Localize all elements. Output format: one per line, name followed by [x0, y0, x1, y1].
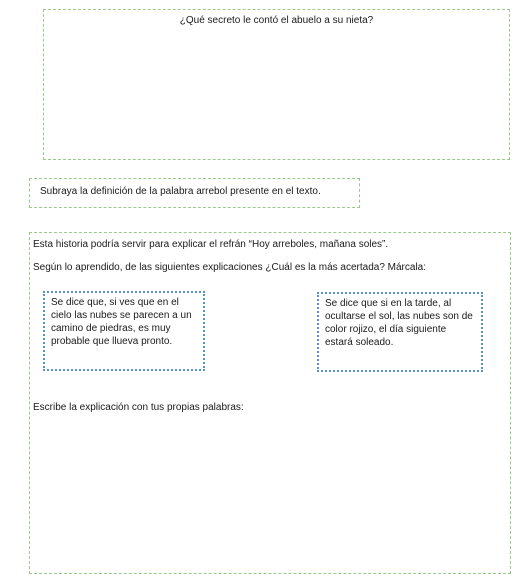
- option-2-text: Se dice que si en la tarde, al ocultarse el sol, las nubes son de color rojizo, el día siguiente estará soleado.: [325, 298, 473, 348]
- main-section-box: [29, 232, 511, 574]
- option-1-text: Se dice que, si ves que en el cielo las nubes se parecen a un camino de piedras, es muy probable que llueva pronto.: [51, 297, 192, 347]
- instruction-text: Subraya la definición de la palabra arrebol presente en el texto.: [40, 186, 321, 197]
- option-card-2[interactable]: [317, 292, 483, 372]
- proverb-intro: Esta historia podría servir para explicar el refrán “Hoy arreboles, mañana soles”.: [33, 239, 389, 250]
- instruction-box: [29, 178, 360, 208]
- question-prompt: ¿Qué secreto le contó el abuelo a su nieta?: [179, 15, 374, 26]
- options-question: Según lo aprendido, de las siguientes explicaciones ¿Cuál es la más acertada? Márcala:: [33, 262, 427, 273]
- option-card-1[interactable]: [43, 291, 205, 371]
- question-box: [43, 9, 510, 160]
- write-prompt: Escribe la explicación con tus propias palabras:: [33, 402, 244, 413]
- answer-area-explanation[interactable]: [34, 419, 506, 569]
- answer-area-secret[interactable]: [48, 32, 505, 155]
